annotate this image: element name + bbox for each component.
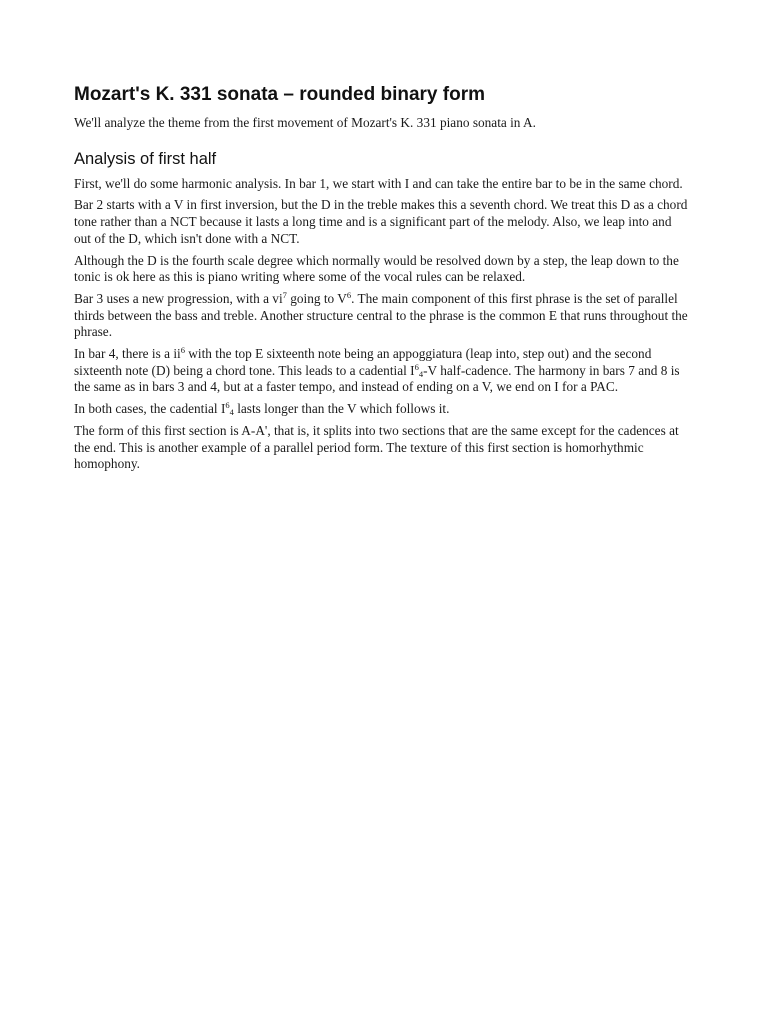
text-run: In both cases, the cadential I (74, 401, 226, 417)
text-run: lasts longer than the V which follows it. (233, 401, 450, 417)
text-run: with the top E sixteenth note being an appoggiatura (leap into, step out) and the second sixteenth note (D) being a chord tone. This leads to a cadential I (74, 346, 652, 378)
paragraph-both-cases (74, 401, 690, 418)
document-title: Mozart's K. 331 sonata – rounded binary form (74, 84, 485, 105)
subscript: 4 (229, 407, 234, 418)
superscript: 6 (180, 345, 185, 356)
superscript: 6 (346, 289, 352, 300)
paragraph-form: The form of this first section is A-A', that is, it splits into two sections that are the same except for the cadences at the end. This is another example of a parallel period form. The texture of this first section is homorhythmic homophony. (74, 422, 679, 472)
document-page (74, 84, 690, 478)
text-run: In bar 4, there is a ii (74, 346, 181, 362)
superscript: 6 (414, 361, 419, 372)
paragraph-fourth-degree: Although the D is the fourth scale degree which normally would be resolved down by a step, the leap down to the tonic is ok here as this is piano writing where some of the vocal rules can be relaxed. (74, 252, 679, 285)
subscript: 4 (418, 368, 424, 379)
superscript: 7 (282, 289, 287, 300)
text-run: Bar 3 uses a new progression, with a vi (74, 290, 283, 306)
paragraph-bar-4 (74, 346, 690, 396)
paragraph-harmonic-analysis: First, we'll do some harmonic analysis. In bar 1, we start with I and can take the entire bar to be in the same chord. (74, 175, 683, 191)
paragraph-bar-3 (74, 291, 690, 341)
text-run: going to V (286, 290, 347, 306)
superscript: 6 (225, 400, 230, 411)
text-run: -V half-cadence. The harmony in bars 7 and 8 is the same as in bars 3 and 4, but at a faster tempo, and instead of ending on a V, we end on I for a PAC. (74, 362, 680, 395)
paragraph-bar-2: Bar 2 starts with a V in first inversion, but the D in the treble makes this a seventh chord. We treat this D as a chord tone rather than a NCT because it lasts a long time and is a significant part of the melody. Also, we leap into and out of the D, which isn't done with a NCT. (74, 197, 688, 246)
section-heading: Analysis of first half (74, 149, 217, 168)
intro-paragraph: We'll analyze the theme from the first movement of Mozart's K. 331 piano sonata in A. (74, 115, 536, 130)
text-run: . The main component of this first phrase is the set of parallel thirds between the bass and treble. Another structure central to the phrase is the common E that runs throughout the phrase. (74, 290, 688, 340)
